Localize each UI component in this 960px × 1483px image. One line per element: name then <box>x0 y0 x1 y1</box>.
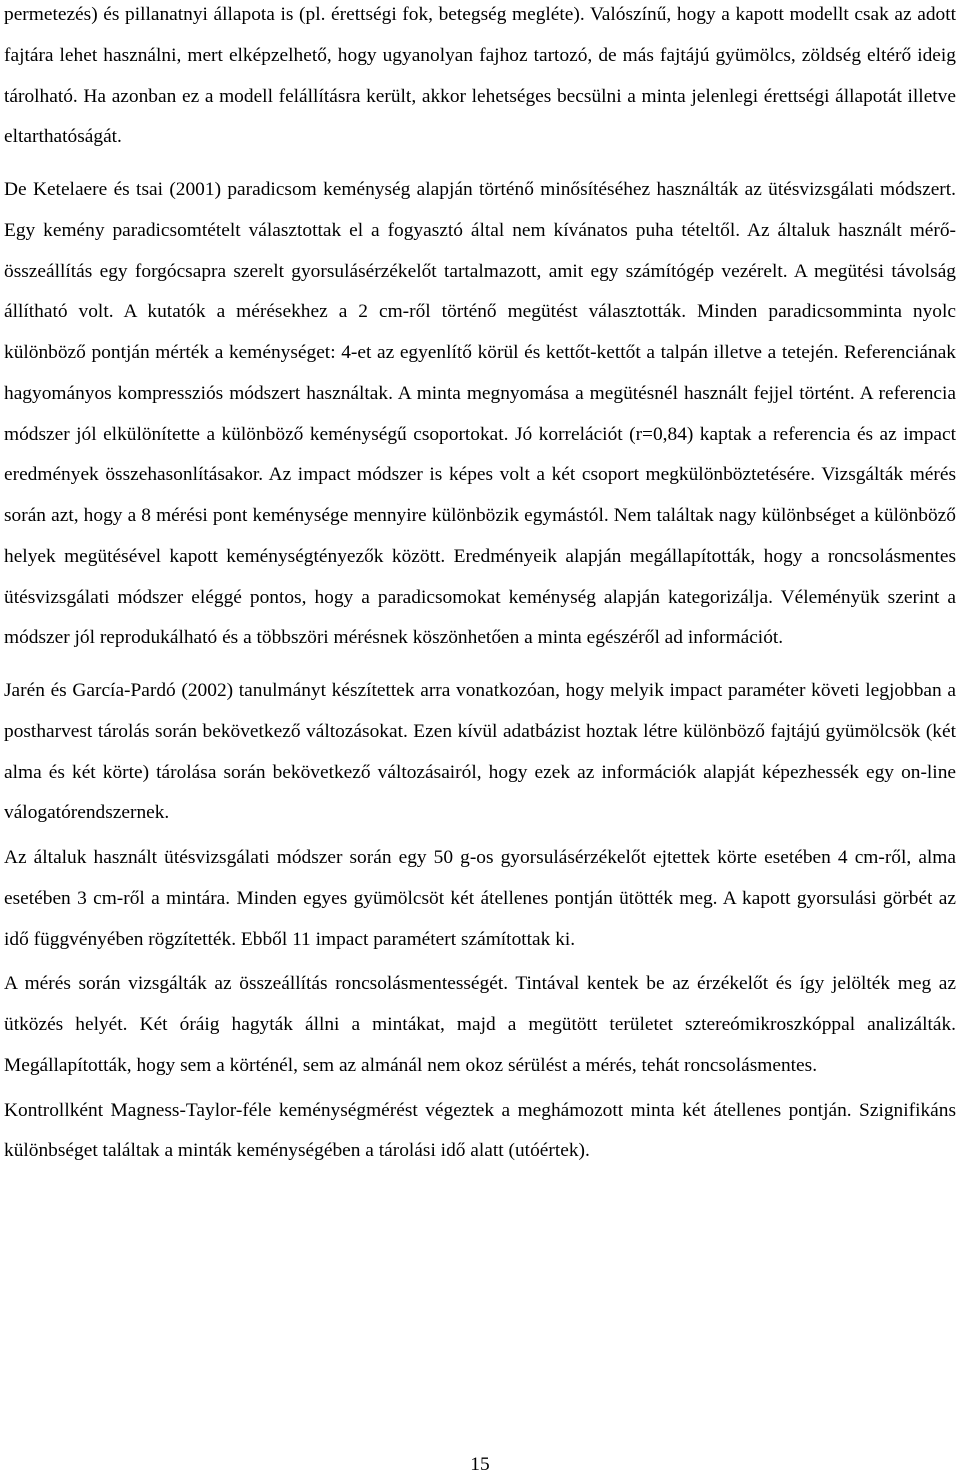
paragraph-1: permetezés) és pillanatnyi állapota is (pl. érettségi fok, betegség megléte). Valószínű, hogy a kapott modellt csak az adott fajtára lehet használni, mert elképzelhető, hogy ugyanolyan fajhoz tartozó, de más fajtájú gyümölcs, zöldség eltérő ideig tárolható. Ha azonban ez a modell felállításra került, akkor lehetséges becsülni a minta jelenlegi érettségi állapotát illetve eltarthatóságát. <box>4 4 956 148</box>
paragraph-5: A mérés során vizsgálták az összeállítás roncsolásmentességét. Tintával kentek be az érzékelőt és így jelölték meg az ütközés helyét. Két óráig hagyták állni a mintákat, majd a megütött területet sztereómikroszkóppal analizálták. Megállapították, hogy sem a körténél, sem az almánál nem okoz sérülést a mérés, tehát roncsolásmentes. <box>4 973 956 1076</box>
paragraph-3: Jarén és García-Pardó (2002) tanulmányt készítettek arra vonatkozóan, hogy melyik impact paraméter követi legjobban a postharvest tárolás során bekövetkező változásokat. Ezen kívül adatbázist hoztak létre különböző fajtájú gyümölcsök (két alma és két körte) tárolása során bekövetkező változásairól, hogy ezek az információk alapját képezhessék egy on-line válogatórendszernek. <box>4 680 956 824</box>
page-number: 15 <box>470 1454 490 1475</box>
paragraph-4: Az általuk használt ütésvizsgálati módszer során egy 50 g-os gyorsulásérzékelőt ejtettek körte esetében 4 cm-ről, alma esetében 3 cm-ről a mintára. Minden egyes gyümölcsöt két átellenes pontján ütötték meg. A kapott gyorsulási görbét az idő függvényében rögzítették. Ebből 11 impact paramétert számítottak ki. <box>4 847 956 950</box>
paragraph-6: Kontrollként Magness-Taylor-féle keménységmérést végeztek a meghámozott minta két átellenes pontján. Szignifikáns különbséget találtak a minták keménységében a tárolási idő alatt (utóértek). <box>4 1099 956 1162</box>
paragraph-2: De Ketelaere és tsai (2001) paradicsom keménység alapján történő minősítéséhez használták az ütésvizsgálati módszert. Egy kemény paradicsomtételt választottak el a fogyasztó által nem kívánatos puha tételtől. Az általuk használt mérő-összeállítás egy forgócsapra szerelt gyorsulásérzékelőt tartalmazott, amit egy számítógép vezérelt. A megütési távolság állítható volt. A kutatók a mérésekhez a 2 cm-ről történő megütést választották. Minden paradicsomminta nyolc különböző pontján mérték a keménységet: 4-et az egyenlítő körül és kettőt-kettőt a talpán illetve a tetején. Referenciának hagyományos kompressziós módszert használtak. A minta megnyomása a megütésnél használt fejjel történt. A referencia módszer jól elkülönítette a különböző keménységű csoportokat. Jó korrelációt (r=0,84) kaptak a referencia és az impact eredmények összehasonlításakor. Az impact módszer is képes volt a két csoport megkülönböztetésére. Vizsgálták mérés során azt, hogy a 8 mérési pont keménysége mennyire különbözik egymástól. Nem találtak nagy különbséget a különböző helyek megütésével kapott keménységtényezők között. Eredményeik alapján megállapították, hogy a roncsolásmentes ütésvizsgálati módszer eléggé pontos, hogy a paradicsomokat keménység alapján kategorizálja. Véleményük szerint a módszer jól reprodukálható és a többszöri mérésnek köszönhetően a minta egészéről ad információt. <box>4 179 956 649</box>
